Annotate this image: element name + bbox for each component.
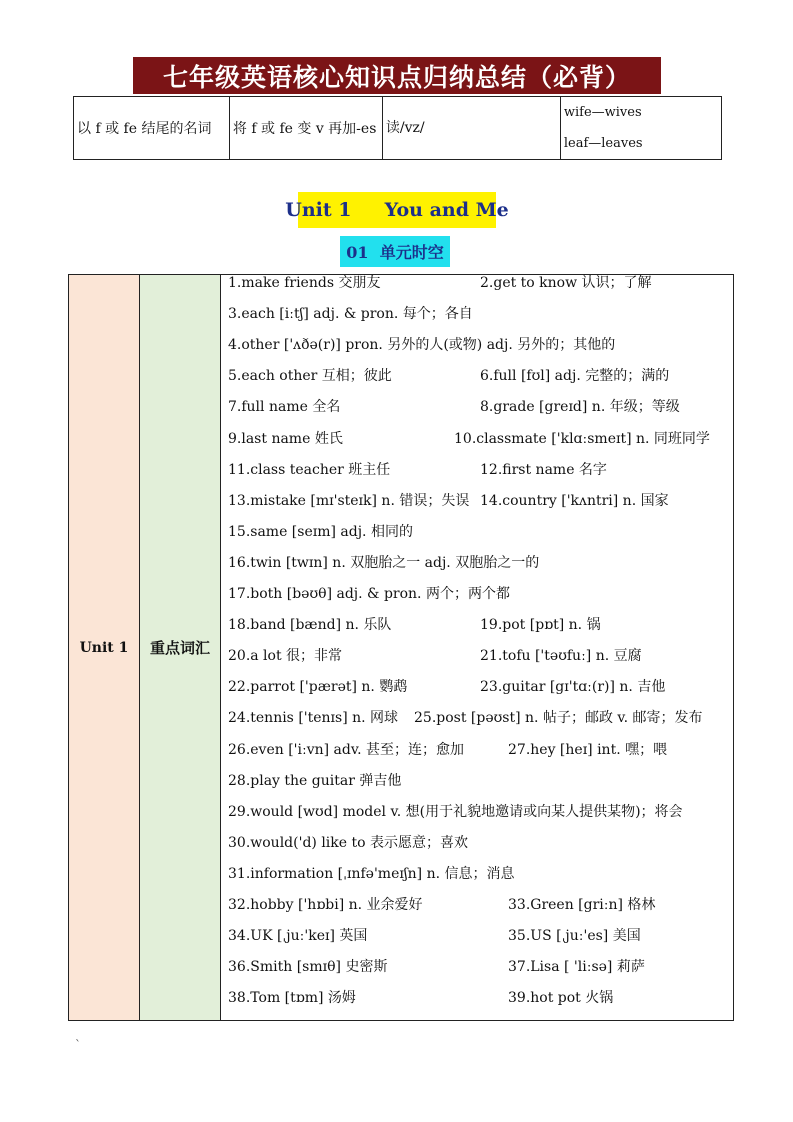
vocab-row bbox=[228, 894, 729, 925]
section-heading: 01 单元时空 bbox=[340, 236, 450, 267]
page-title: 七年级英语核心知识点归纳总结（必背） bbox=[133, 57, 661, 94]
rule-cell-pronunciation: 读/vz/ bbox=[382, 97, 560, 160]
vocab-entry: 39.hot pot 火锅 bbox=[508, 990, 614, 1007]
vocab-entry: 36.Smith [smɪθ] 史密斯 bbox=[228, 959, 388, 976]
unit-label-cell: Unit 1 bbox=[69, 275, 140, 1020]
vocab-row bbox=[228, 334, 729, 365]
vocab-entry: 14.country ['kʌntri] n. 国家 bbox=[480, 492, 669, 509]
rule-cell-examples bbox=[560, 97, 721, 160]
vocab-entry: 32.hobby ['hɒbi] n. 业余爱好 bbox=[228, 897, 423, 913]
vocab-entry: 18.band [bænd] n. 乐队 bbox=[228, 617, 392, 634]
vocab-entry: 11.class teacher 班主任 bbox=[228, 461, 391, 478]
vocab-entry: 13.mistake [mɪ'steɪk] n. 错误；失误 bbox=[228, 492, 470, 509]
vocab-entry: 27.hey [heɪ] int. 嘿；喂 bbox=[508, 741, 668, 758]
vocab-entry: 10.classmate ['klɑːsmeɪt] n. 同班同学 bbox=[454, 430, 710, 447]
vocab-entry: 26.even ['iːvn] adv. 甚至；连；愈加 bbox=[228, 741, 465, 758]
vocab-row bbox=[228, 583, 729, 614]
vocab-row bbox=[228, 770, 729, 801]
vocab-row bbox=[228, 490, 729, 521]
rule-cell-change: 将 f 或 fe 变 v 再加-es bbox=[229, 97, 382, 160]
vocab-entry: 17.both [bəʊθ] adj. & pron. 两个；两个都 bbox=[228, 586, 510, 602]
vocab-entry: 30.would('d) like to 表示愿意；喜欢 bbox=[228, 834, 468, 851]
vocab-row bbox=[228, 552, 729, 583]
vocab-entry: 15.same [seɪm] adj. 相同的 bbox=[228, 523, 413, 540]
vocab-row bbox=[228, 614, 729, 645]
vocab-entry: 19.pot [pɒt] n. 锅 bbox=[480, 617, 601, 634]
vocabulary-table bbox=[68, 274, 734, 1021]
vocab-entry: 9.last name 姓氏 bbox=[228, 430, 343, 447]
category-label-cell: 重点词汇 bbox=[140, 275, 221, 1020]
vocab-entry: 12.first name 名字 bbox=[480, 461, 607, 478]
vocab-row bbox=[228, 428, 729, 459]
vocab-row bbox=[228, 676, 729, 707]
example-leaf: leaf—leaves bbox=[563, 136, 643, 151]
vocab-entry: 5.each other 互相；彼此 bbox=[228, 368, 392, 385]
vocab-entry: 31.information [ˌɪnfə'meɪʃn] n. 信息；消息 bbox=[228, 865, 515, 882]
vocab-row bbox=[228, 365, 729, 396]
vocab-entry: 28.play the guitar 弹吉他 bbox=[228, 772, 402, 789]
vocab-row bbox=[228, 396, 729, 427]
vocab-entry: 35.US [ˌjuː'es] 美国 bbox=[508, 928, 641, 945]
plural-rule-table bbox=[73, 96, 722, 160]
vocab-row bbox=[228, 459, 729, 490]
vocab-entry: 20.a lot 很；非常 bbox=[228, 648, 343, 665]
vocab-entry: 38.Tom [tɒm] 汤姆 bbox=[228, 990, 356, 1007]
stray-mark: ` bbox=[75, 1038, 81, 1052]
vocab-entry: 33.Green [griːn] 格林 bbox=[508, 897, 656, 913]
vocab-entry: 25.post [pəʊst] n. 帖子；邮政 v. 邮寄；发布 bbox=[414, 710, 703, 727]
vocab-entry: 23.guitar [gɪ'tɑː(r)] n. 吉他 bbox=[480, 679, 666, 696]
vocab-row bbox=[228, 739, 729, 770]
vocab-entry: 34.UK [ˌjuː'keɪ] 英国 bbox=[228, 928, 368, 945]
vocab-entry: 22.parrot ['pærət] n. 鹦鹉 bbox=[228, 679, 408, 696]
vocab-row bbox=[228, 925, 729, 956]
vocab-row bbox=[228, 272, 729, 303]
vocab-row bbox=[228, 521, 729, 552]
vocab-entry: 1.make friends 交朋友 bbox=[228, 275, 381, 291]
vocab-row bbox=[228, 645, 729, 676]
vocab-row bbox=[228, 707, 729, 738]
vocab-row bbox=[228, 303, 729, 334]
example-wife: wife—wives bbox=[563, 105, 642, 120]
vocab-entry: 8.grade [greɪd] n. 年级；等级 bbox=[480, 399, 680, 416]
vocab-row bbox=[228, 863, 729, 894]
unit-heading: Unit 1 You and Me bbox=[298, 192, 496, 228]
vocab-row bbox=[228, 987, 729, 1018]
vocab-entry: 6.full [fʊl] adj. 完整的；满的 bbox=[480, 368, 670, 385]
vocab-row bbox=[228, 801, 729, 832]
vocab-entry: 21.tofu ['təʊfuː] n. 豆腐 bbox=[480, 648, 642, 665]
vocab-entry: 3.each [iːtʃ] adj. & pron. 每个；各自 bbox=[228, 306, 473, 323]
vocab-entry: 7.full name 全名 bbox=[228, 399, 341, 416]
rule-cell-noun: 以 f 或 fe 结尾的名词 bbox=[74, 97, 230, 160]
vocab-entry: 2.get to know 认识；了解 bbox=[480, 275, 652, 291]
table-row bbox=[74, 97, 722, 160]
vocab-entry: 16.twin [twɪn] n. 双胞胎之一 adj. 双胞胎之一的 bbox=[228, 554, 540, 571]
vocab-row bbox=[228, 956, 729, 987]
vocabulary-list bbox=[221, 275, 733, 1020]
vocab-entry: 37.Lisa [ 'liːsə] 莉萨 bbox=[508, 959, 645, 976]
vocab-entry: 29.would [wʊd] model v. 想(用于礼貌地邀请或向某人提供某物)；将会 bbox=[228, 803, 683, 820]
vocab-entry: 24.tennis ['tenɪs] n. 网球 bbox=[228, 710, 399, 727]
vocab-row bbox=[228, 832, 729, 863]
vocab-entry: 4.other ['ʌðə(r)] pron. 另外的人(或物) adj. 另外的；其他的 bbox=[228, 337, 616, 354]
